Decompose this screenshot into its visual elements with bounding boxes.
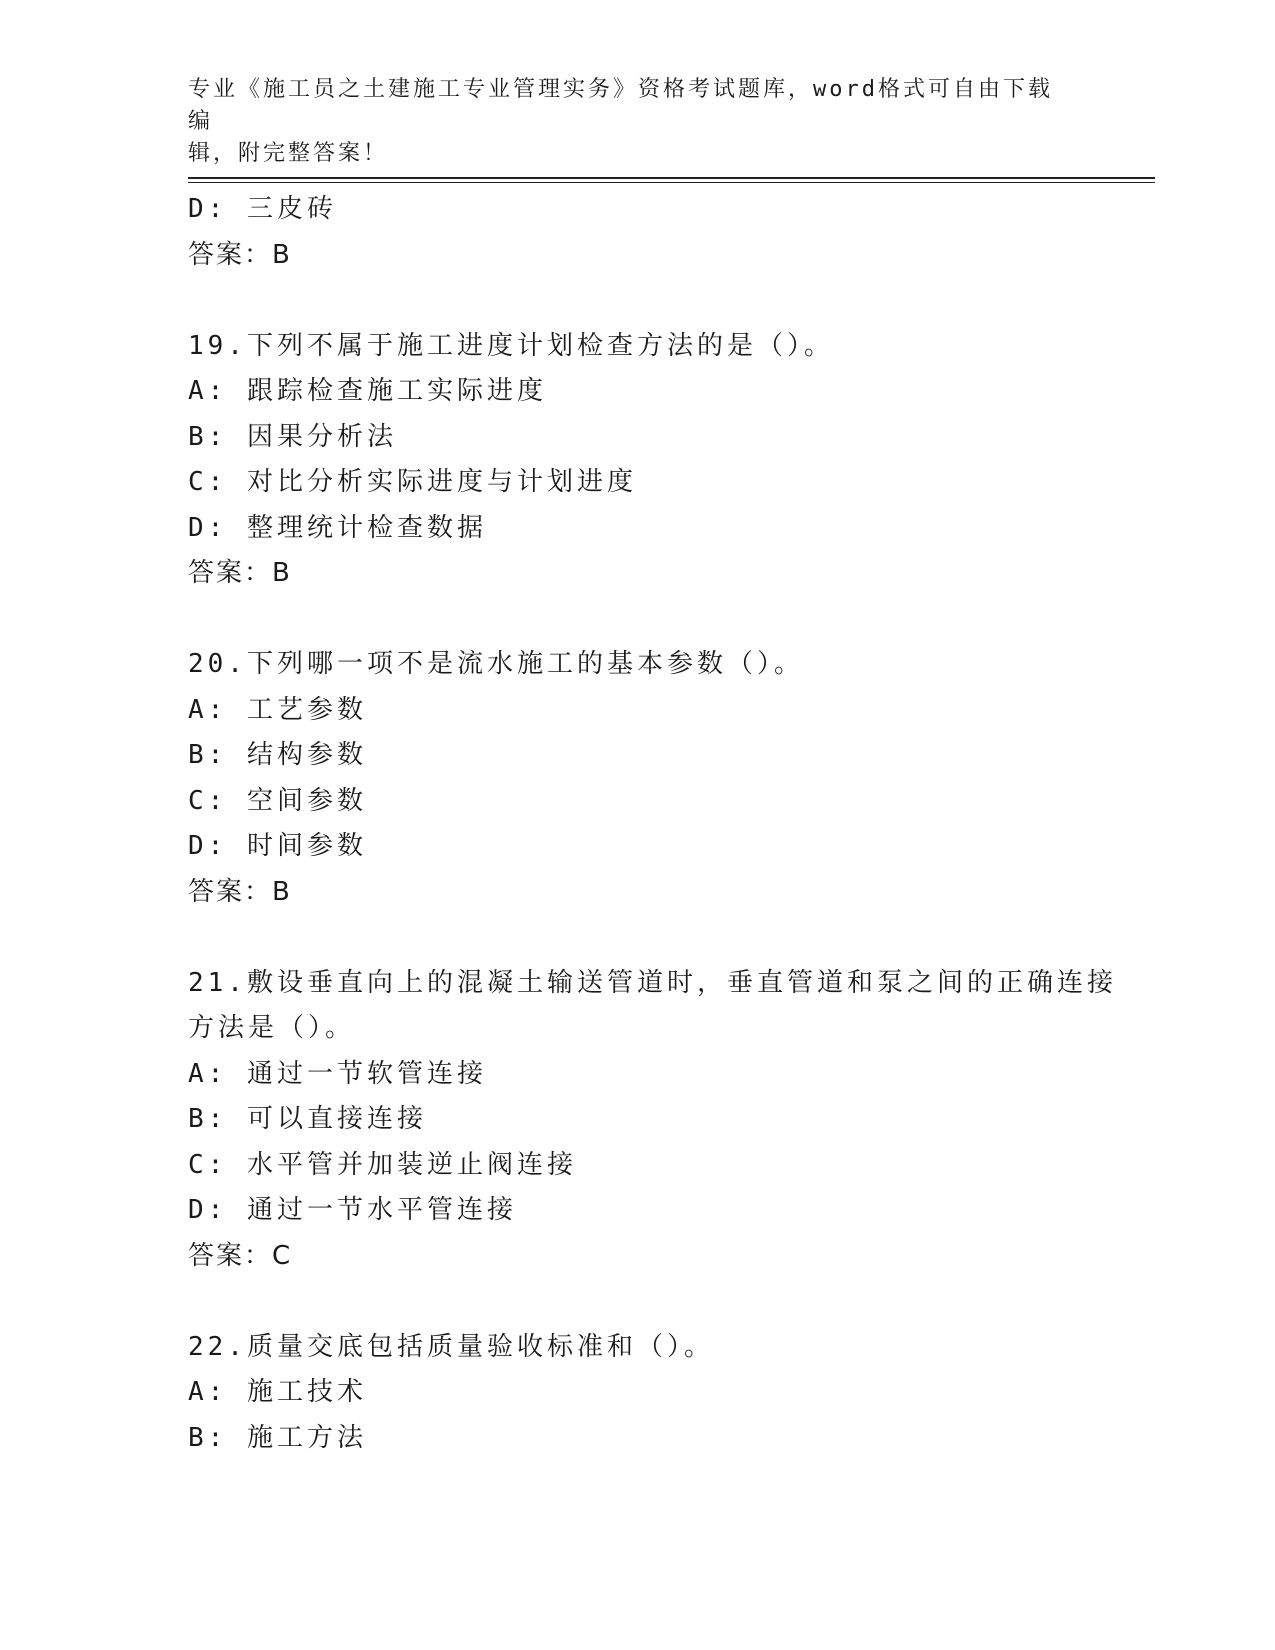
question-19-option-b: B: 因果分析法 — [188, 421, 397, 452]
question-21-option-c: C: 水平管并加装逆止阀连接 — [188, 1149, 577, 1180]
question-20-option-b: B: 结构参数 — [188, 740, 367, 770]
header-rule-thick — [188, 177, 1155, 179]
question-19-stem: 19.下列不属于施工进度计划检查方法的是（）。 — [188, 330, 834, 361]
question-22-stem: 22.质量交底包括质量验收标准和（）。 — [188, 1331, 714, 1362]
question-22-option-a: A: 施工技术 — [188, 1377, 367, 1407]
question-19-option-c: C: 对比分析实际进度与计划进度 — [188, 467, 637, 497]
question-21-option-b: B: 可以直接连接 — [188, 1104, 427, 1134]
header-line-2: 辑，附完整答案！ — [188, 141, 389, 166]
question-21-option-d: D: 通过一节水平管连接 — [188, 1195, 517, 1225]
question-20-option-c: C: 空间参数 — [188, 785, 367, 816]
header-rule-thin — [188, 182, 1155, 183]
prev-option-d: D: 三皮砖 — [188, 194, 337, 224]
question-19-option-a: A: 跟踪检查施工实际进度 — [188, 376, 547, 406]
question-21-answer: 答案：C — [188, 1240, 293, 1271]
spacer — [188, 597, 1088, 643]
question-21-stem-continued: 方法是（）。 — [188, 1013, 356, 1043]
question-20-option-d: D: 时间参数 — [188, 831, 367, 861]
spacer — [188, 278, 1088, 324]
question-19-option-d: D: 整理统计检查数据 — [188, 512, 487, 543]
question-19-answer: 答案：B — [188, 558, 292, 588]
question-21-stem: 21.敷设垂直向上的混凝土输送管道时，垂直管道和泵之间的正确连接 — [188, 967, 1117, 998]
spacer — [188, 915, 1088, 961]
question-20-answer: 答案：B — [188, 876, 292, 907]
question-list — [188, 187, 1117, 1461]
question-22-option-b: B: 施工方法 — [188, 1422, 367, 1453]
question-21-option-a: A: 通过一节软管连接 — [188, 1058, 487, 1089]
question-20-option-a: A: 工艺参数 — [188, 694, 367, 725]
header-line-1: 专业《施工员之土建施工专业管理实务》资格考试题库，word格式可自由下载编 — [188, 77, 1053, 134]
spacer — [188, 1279, 1088, 1325]
page-header — [188, 74, 1068, 170]
question-20-stem: 20.下列哪一项不是流水施工的基本参数（）。 — [188, 649, 804, 679]
prev-answer: 答案：B — [188, 239, 292, 270]
